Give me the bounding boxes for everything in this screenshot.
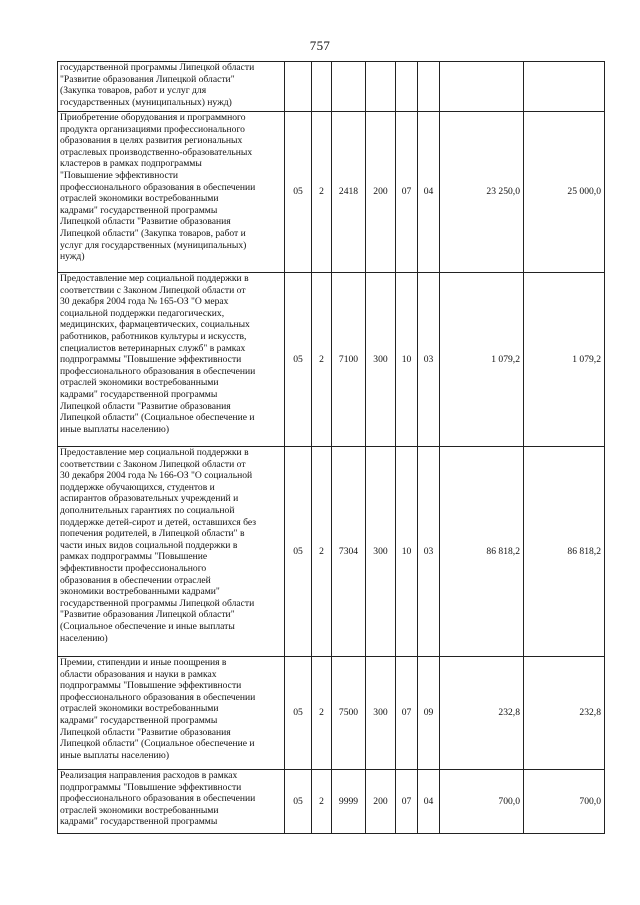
expense-type-code: 300 xyxy=(366,657,396,770)
amount-year-2: 700,0 xyxy=(524,770,605,834)
amount-year-2: 25 000,0 xyxy=(524,112,605,273)
subsection-code: 03 xyxy=(418,447,440,657)
table-row xyxy=(58,657,605,770)
table-row xyxy=(58,273,605,447)
section-code xyxy=(396,62,418,112)
program-code: 05 xyxy=(285,447,312,657)
expense-direction-code: 7100 xyxy=(332,273,366,447)
subsection-code xyxy=(418,62,440,112)
section-code: 07 xyxy=(396,112,418,273)
program-code: 05 xyxy=(285,770,312,834)
subprogram-code xyxy=(312,62,332,112)
expense-type-code: 200 xyxy=(366,770,396,834)
subprogram-code: 2 xyxy=(312,273,332,447)
program-code: 05 xyxy=(285,273,312,447)
table-row xyxy=(58,447,605,657)
budget-table xyxy=(57,61,605,834)
program-code xyxy=(285,62,312,112)
row-description: Премии, стипендии и иные поощрения в области образования и науки в рамках подпрограммы "Повышение эффективности профессионального образования в обеспечении отраслей экономики востребованными кадрами" государственной программы Липецкой области "Развитие образования Липецкой области" (Социальное обеспечение и иные выплаты населению) xyxy=(58,657,285,770)
expense-type-code: 200 xyxy=(366,112,396,273)
subprogram-code: 2 xyxy=(312,112,332,273)
expense-type-code: 300 xyxy=(366,447,396,657)
row-description: Реализация направления расходов в рамках подпрограммы "Повышение эффективности профессионального образования в обеспечении отраслей экономики востребованными кадрами" государственной программы xyxy=(58,770,285,834)
amount-year-2: 86 818,2 xyxy=(524,447,605,657)
page-number: 757 xyxy=(309,38,331,53)
row-description: государственной программы Липецкой области "Развитие образования Липецкой области" (Закупка товаров, работ и услуг для государственных (муниципальных) нужд) xyxy=(58,62,285,112)
amount-year-2: 1 079,2 xyxy=(524,273,605,447)
expense-type-code xyxy=(366,62,396,112)
expense-direction-code xyxy=(332,62,366,112)
subprogram-code: 2 xyxy=(312,657,332,770)
amount-year-1: 1 079,2 xyxy=(440,273,524,447)
amount-year-1: 23 250,0 xyxy=(440,112,524,273)
subprogram-code: 2 xyxy=(312,770,332,834)
table-row xyxy=(58,112,605,273)
section-code: 10 xyxy=(396,273,418,447)
expense-direction-code: 7304 xyxy=(332,447,366,657)
expense-type-code: 300 xyxy=(366,273,396,447)
amount-year-1: 86 818,2 xyxy=(440,447,524,657)
amount-year-2: 232,8 xyxy=(524,657,605,770)
subsection-code: 04 xyxy=(418,112,440,273)
expense-direction-code: 7500 xyxy=(332,657,366,770)
amount-year-1: 232,8 xyxy=(440,657,524,770)
row-description: Предоставление мер социальной поддержки в соответствии с Законом Липецкой области от 30 декабря 2004 года № 165-ОЗ "О мерах социальной поддержки педагогических, медицинских, фармацевтических, социальных работников, работников культуры и искусств, специалистов ветеринарных служб" в рамках подпрограммы "Повышение эффективности профессионального образования в обеспечении отраслей экономики востребованными кадрами" государственной программы Липецкой области "Развитие образования Липецкой области" (Социальное обеспечение и иные выплаты населению) xyxy=(58,273,285,447)
section-code: 07 xyxy=(396,657,418,770)
expense-direction-code: 2418 xyxy=(332,112,366,273)
amount-year-1: 700,0 xyxy=(440,770,524,834)
program-code: 05 xyxy=(285,112,312,273)
row-description: Предоставление мер социальной поддержки в соответствии с Законом Липецкой области от 30 декабря 2004 года № 166-ОЗ "О социальной поддержке обучающихся, студентов и аспирантов образовательных учреждений и дополнительных гарантиях по социальной поддержке детей-сирот и детей, оставшихся без попечения родителей, в Липецкой области" в части иных видов социальной поддержки в рамках подпрограммы "Повышение эффективности профессионального образования в обеспечении отраслей экономики востребованными кадрами" государственной программы Липецкой области "Развитие образования Липецкой области" (Социальное обеспечение и иные выплаты населению) xyxy=(58,447,285,657)
table-row xyxy=(58,62,605,112)
row-description: Приобретение оборудования и программного продукта организациями профессионального образования в целях развития региональных отраслевых производственно-образовательных кластеров в рамках подпрограммы "Повышение эффективности профессионального образования в обеспечении отраслей экономики востребованными кадрами" государственной программы Липецкой области "Развитие образования Липецкой области" (Закупка товаров, работ и услуг для государственных (муниципальных) нужд) xyxy=(58,112,285,273)
subsection-code: 09 xyxy=(418,657,440,770)
amount-year-1 xyxy=(440,62,524,112)
section-code: 07 xyxy=(396,770,418,834)
amount-year-2 xyxy=(524,62,605,112)
program-code: 05 xyxy=(285,657,312,770)
expense-direction-code: 9999 xyxy=(332,770,366,834)
section-code: 10 xyxy=(396,447,418,657)
subprogram-code: 2 xyxy=(312,447,332,657)
subsection-code: 04 xyxy=(418,770,440,834)
table-row xyxy=(58,770,605,834)
subsection-code: 03 xyxy=(418,273,440,447)
